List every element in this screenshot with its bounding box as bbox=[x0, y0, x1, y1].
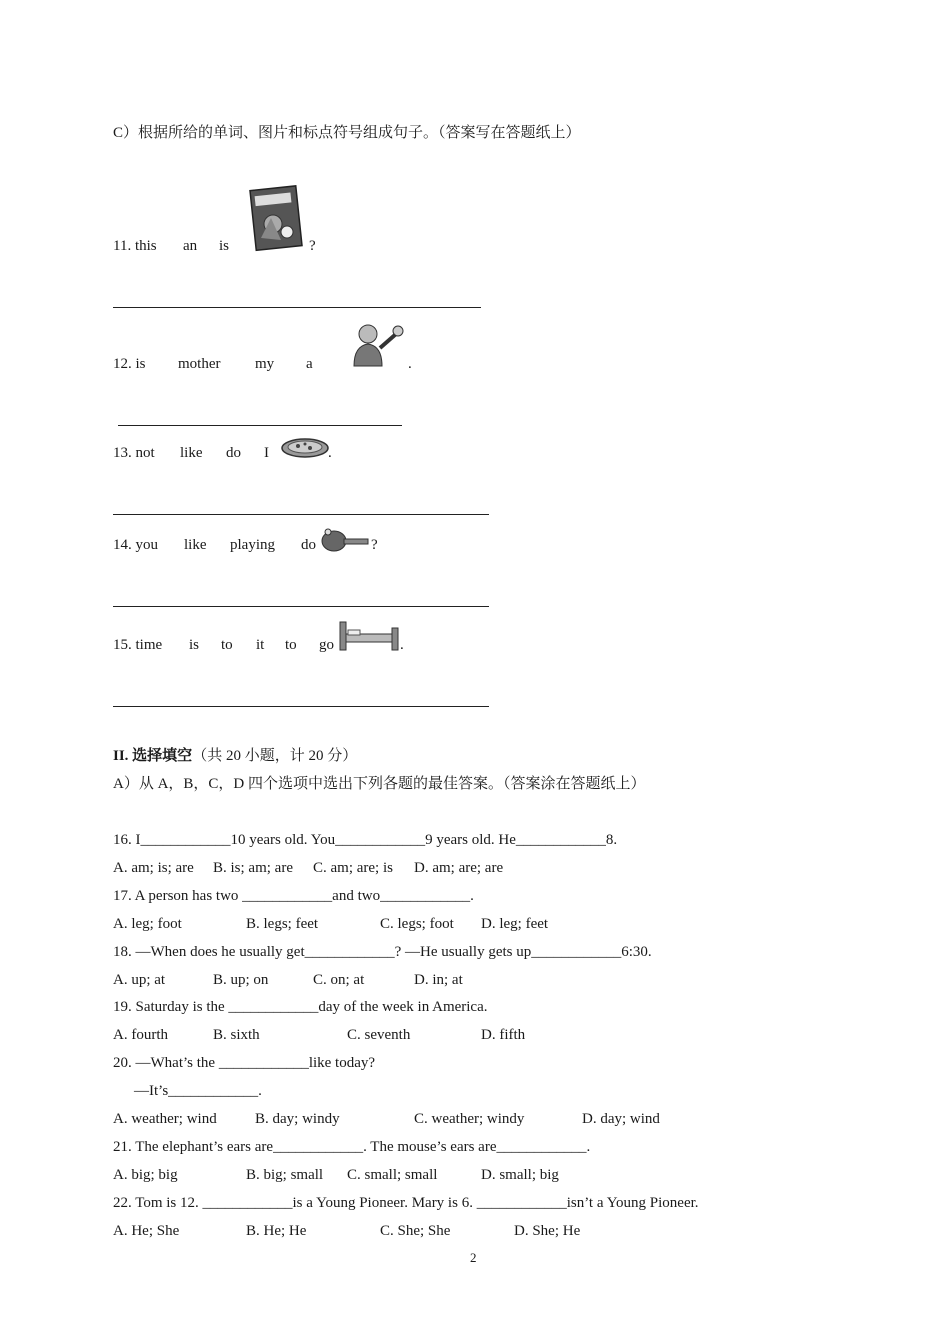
option: D. in; at bbox=[414, 972, 463, 988]
pizza-icon bbox=[280, 436, 330, 460]
option: B. day; windy bbox=[255, 1111, 340, 1127]
option: D. small; big bbox=[481, 1167, 559, 1183]
word: to bbox=[285, 637, 297, 653]
option: B. He; He bbox=[246, 1223, 307, 1239]
section-ii-note: （共 20 小题，计 20 分） bbox=[192, 748, 358, 764]
question-stem: 20. —What’s the ____________like today? bbox=[113, 1055, 376, 1071]
option: A. fourth bbox=[113, 1027, 168, 1043]
word: it bbox=[256, 637, 265, 653]
option: A. big; big bbox=[113, 1167, 178, 1183]
option: D. She; He bbox=[514, 1223, 581, 1239]
option: D. fifth bbox=[481, 1027, 526, 1043]
option: C. weather; windy bbox=[414, 1111, 525, 1127]
option: C. am; are; is bbox=[313, 860, 393, 876]
word: do bbox=[226, 445, 241, 461]
word: playing bbox=[230, 537, 275, 553]
word: a bbox=[306, 356, 313, 372]
section-c-heading: C）根据所给的单词、图片和标点符号组成句子。（答案写在答题纸上） bbox=[113, 125, 581, 141]
option: B. sixth bbox=[213, 1027, 260, 1043]
punctuation: . bbox=[328, 445, 332, 461]
word: like bbox=[184, 537, 207, 553]
question-stem: 16. I____________10 years old. You____________9 years old. He____________8. bbox=[113, 832, 618, 848]
word: to bbox=[221, 637, 233, 653]
option: B. legs; feet bbox=[246, 916, 319, 932]
option: A. am; is; are bbox=[113, 860, 194, 876]
question-stem: 18. —When does he usually get____________? —He usually gets up____________6:30. bbox=[113, 944, 652, 960]
ping-pong-icon bbox=[320, 528, 372, 554]
section-ii-heading bbox=[113, 747, 357, 765]
option: C. She; She bbox=[380, 1223, 451, 1239]
option: A. leg; foot bbox=[113, 916, 182, 932]
option: B. is; am; are bbox=[213, 860, 293, 876]
word: I bbox=[264, 445, 269, 461]
word: 11. this bbox=[113, 238, 157, 254]
page-number: 2 bbox=[470, 1250, 477, 1265]
answer-line bbox=[113, 307, 481, 308]
english-book-icon bbox=[247, 182, 307, 252]
option: A. He; She bbox=[113, 1223, 180, 1239]
option: D. am; are; are bbox=[414, 860, 504, 876]
question-stem: 17. A person has two ____________and two____________. bbox=[113, 888, 474, 904]
option: D. leg; feet bbox=[481, 916, 549, 932]
word: is bbox=[219, 238, 230, 254]
word: 15. time bbox=[113, 637, 163, 653]
word: do bbox=[301, 537, 316, 553]
punctuation: ? bbox=[309, 238, 316, 254]
section-ii-instruction: A）从 A，B，C，D 四个选项中选出下列各题的最佳答案。（答案涂在答题纸上） bbox=[113, 776, 646, 792]
word: mother bbox=[178, 356, 221, 372]
answer-line bbox=[118, 425, 402, 426]
question-stem: 21. The elephant’s ears are____________. The mouse’s ears are____________. bbox=[113, 1139, 591, 1155]
question-stem-reply: —It’s____________. bbox=[134, 1083, 262, 1099]
section-ii-title: II. 选择填空 bbox=[113, 748, 193, 764]
option: B. big; small bbox=[246, 1167, 324, 1183]
bed-icon bbox=[338, 620, 402, 652]
answer-line bbox=[113, 606, 489, 607]
word: an bbox=[183, 238, 198, 254]
option: C. legs; foot bbox=[380, 916, 454, 932]
teacher-icon bbox=[344, 322, 408, 368]
punctuation: . bbox=[408, 356, 412, 372]
word: 14. you bbox=[113, 537, 158, 553]
option: C. on; at bbox=[313, 972, 365, 988]
option: B. up; on bbox=[213, 972, 269, 988]
option: D. day; wind bbox=[582, 1111, 660, 1127]
word: is bbox=[189, 637, 200, 653]
option: C. small; small bbox=[347, 1167, 438, 1183]
question-stem: 22. Tom is 12. ____________is a Young Pioneer. Mary is 6. ____________isn’t a Young Pioneer. bbox=[113, 1195, 699, 1211]
option: A. weather; wind bbox=[113, 1111, 217, 1127]
word: 12. is bbox=[113, 356, 146, 372]
word: like bbox=[180, 445, 203, 461]
punctuation: ? bbox=[371, 537, 378, 553]
answer-line bbox=[113, 706, 489, 707]
word: my bbox=[255, 356, 275, 372]
option: C. seventh bbox=[347, 1027, 411, 1043]
answer-line bbox=[113, 514, 489, 515]
option: A. up; at bbox=[113, 972, 166, 988]
question-stem: 19. Saturday is the ____________day of the week in America. bbox=[113, 999, 488, 1015]
word: 13. not bbox=[113, 445, 155, 461]
word: go bbox=[319, 637, 334, 653]
punctuation: . bbox=[400, 637, 404, 653]
